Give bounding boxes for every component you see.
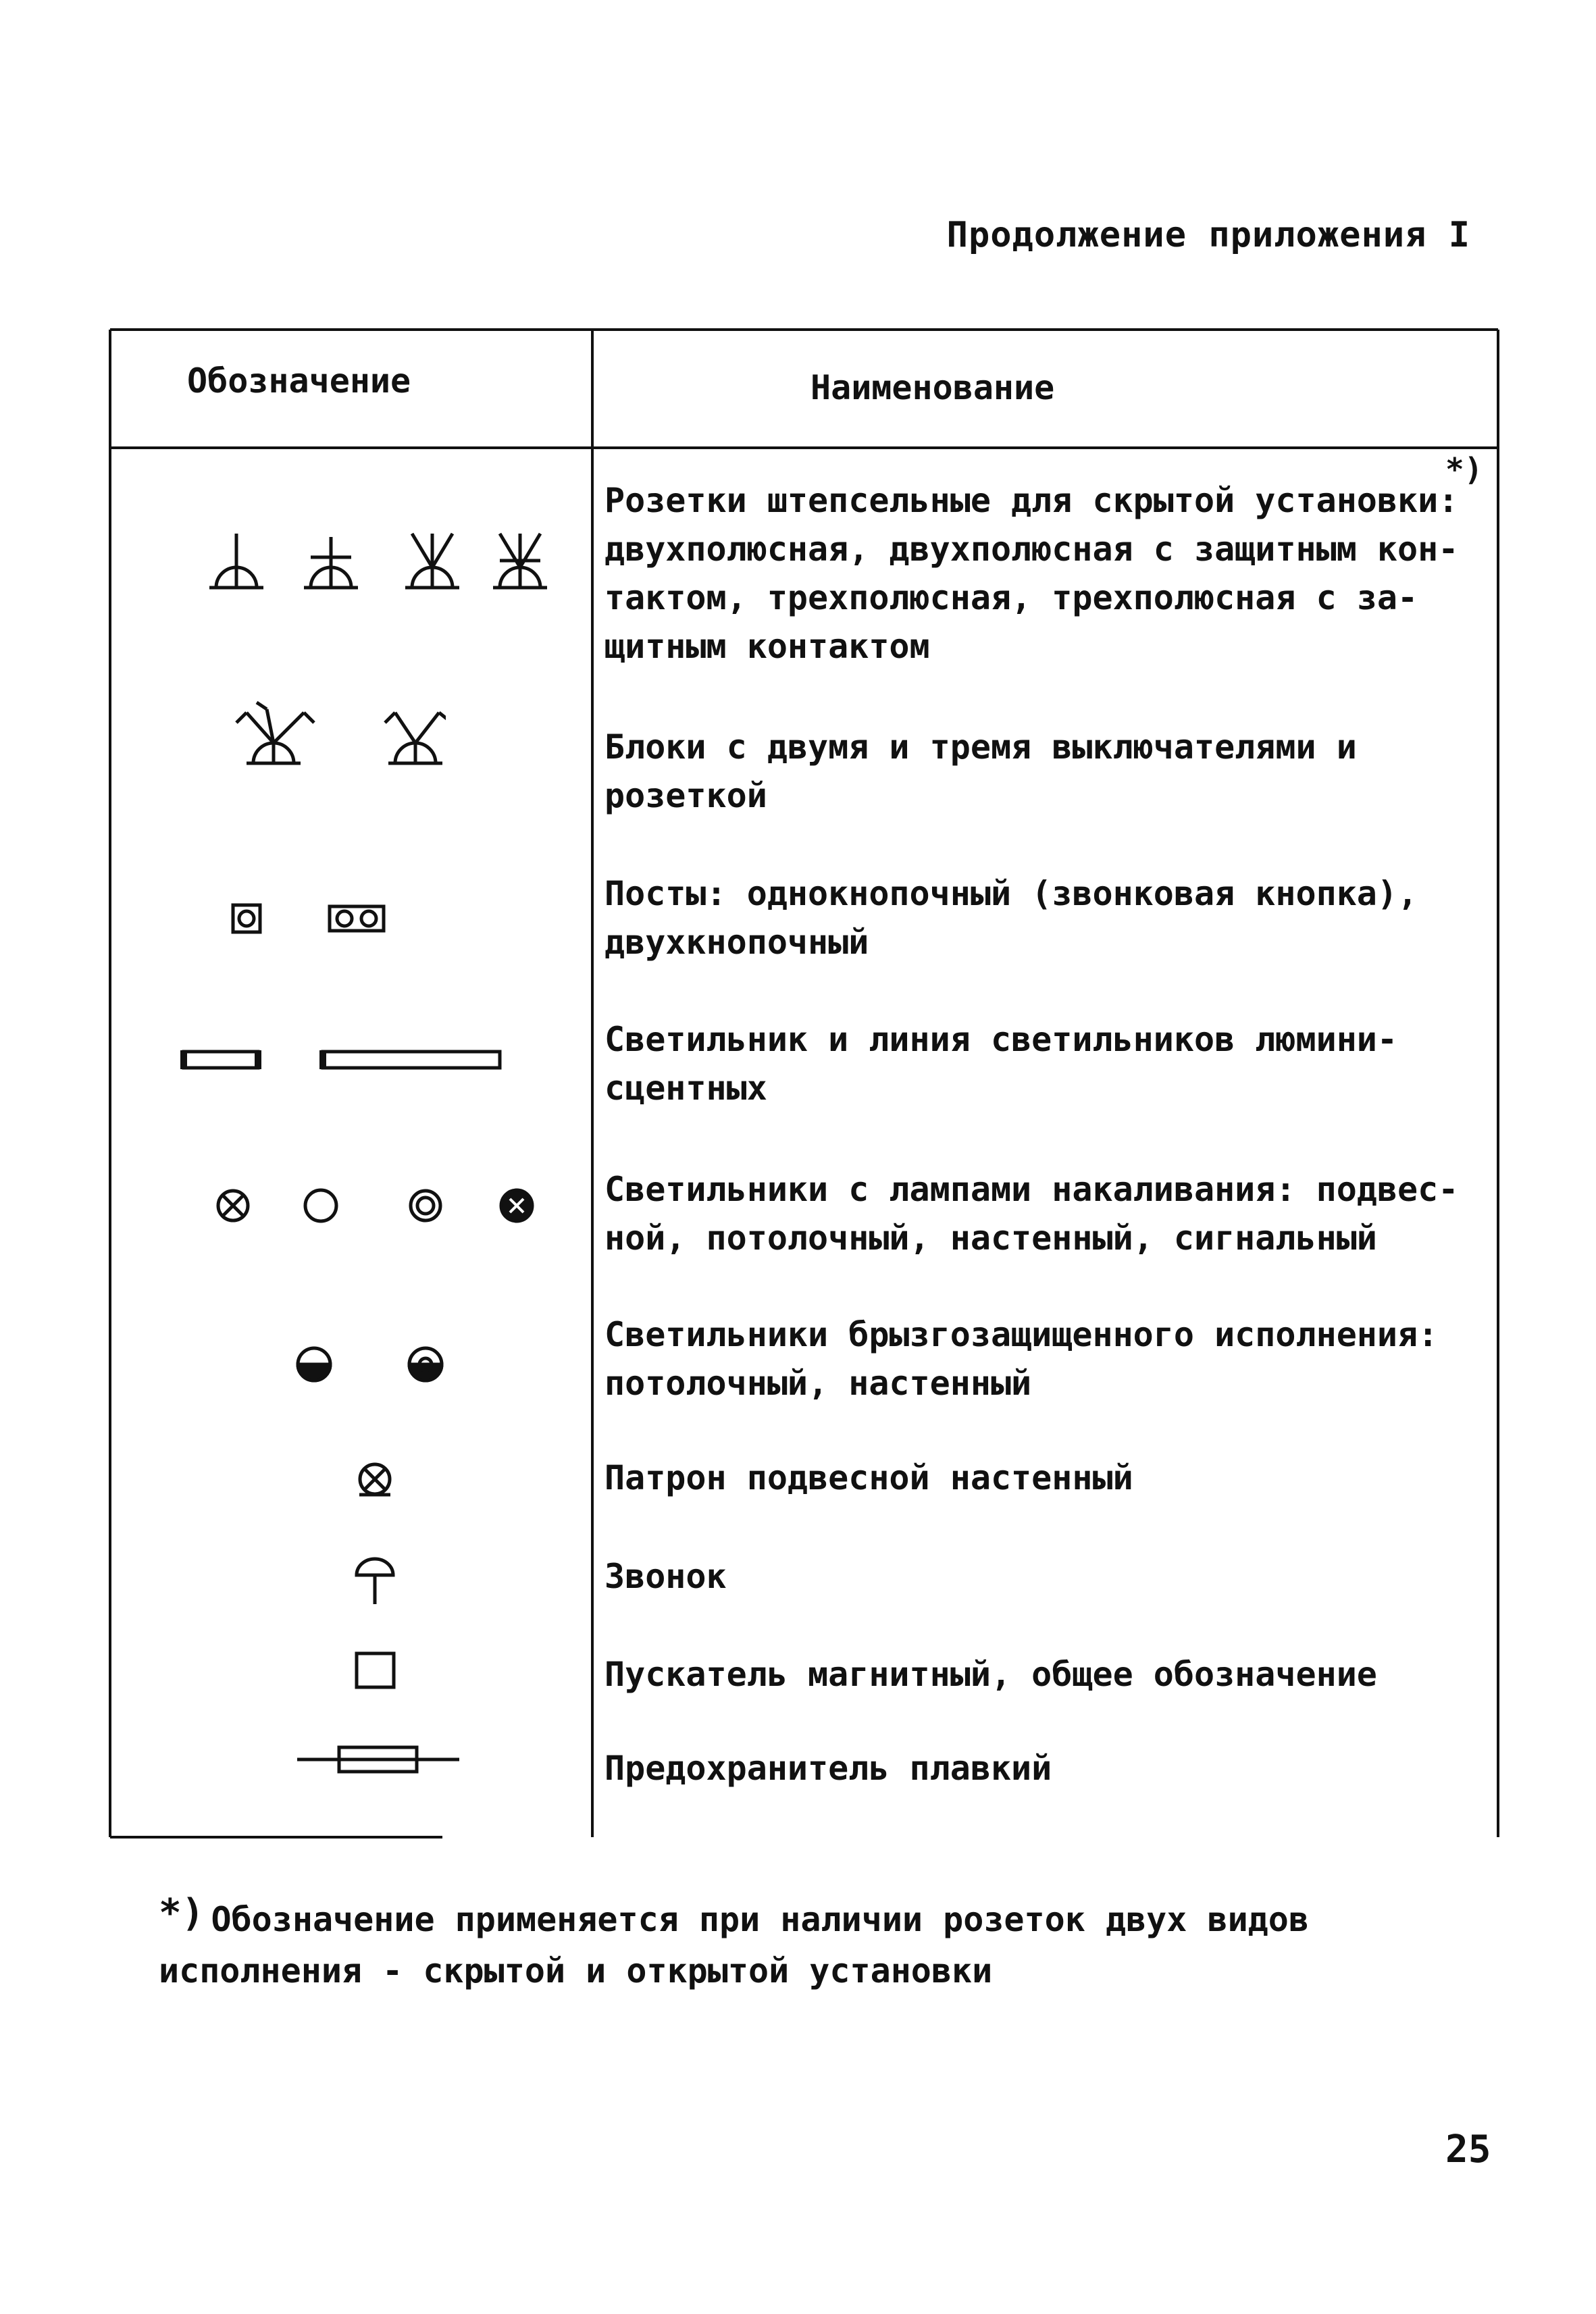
- row-name-incandescent: Светильники с лампами накаливания: подвес- ной, потолочный, настенный, сигнальный: [604, 1170, 1459, 1258]
- row-name-sockets: Розетки штепсельные для скрытой установки: двухполюсная, двухполюсная с защитным кон- тактом, трехполюсная, трехполюсная с за- щитным контактом: [604, 481, 1459, 666]
- footnote-text: Обозначение применяется при наличии розеток двух видов исполнения - скрытой и открытой установки: [159, 1900, 1309, 1990]
- column-header-symbol: Обозначение: [187, 361, 411, 401]
- column-header-name: Наименование: [810, 368, 1055, 407]
- row-name-splashproof: Светильники брызгозащищенного исполнения: потолочный, настенный: [604, 1315, 1439, 1403]
- row-name-magnetic-starter: Пускатель магнитный, общее обозначение: [604, 1655, 1377, 1694]
- button-post-symbols-icon: [230, 898, 392, 939]
- bell-symbol-icon: [351, 1553, 398, 1608]
- footnote: [159, 1888, 1442, 1997]
- fluorescent-luminaire-symbols-icon: [176, 1044, 513, 1077]
- footnote-mark: *): [159, 1891, 205, 1935]
- page-number: 25: [1445, 2128, 1491, 2171]
- row-name-fuse: Предохранитель плавкий: [604, 1749, 1052, 1788]
- incandescent-luminaire-symbols-icon: [209, 1182, 547, 1229]
- continuation-heading: Продолжение приложения I: [946, 215, 1470, 255]
- socket-symbols-icon: [196, 520, 561, 601]
- splashproof-luminaire-symbols-icon: [290, 1341, 459, 1388]
- row-name-lampholder: Патрон подвесной настенный: [604, 1458, 1133, 1497]
- switch-socket-block-symbols-icon: [230, 699, 446, 773]
- row-name-fluorescent: Светильник и линия светильников люмини- сцентных: [604, 1020, 1397, 1108]
- row-name-switch-blocks: Блоки с двумя и тремя выключателями и розеткой: [604, 727, 1357, 815]
- footnote-reference-mark: *): [1445, 451, 1483, 488]
- lampholder-symbol-icon: [351, 1456, 398, 1503]
- fuse-symbol-icon: [297, 1739, 466, 1780]
- row-name-posts: Посты: однокнопочный (звонковая кнопка), двухкнопочный: [604, 874, 1418, 962]
- magnetic-starter-symbol-icon: [351, 1648, 398, 1695]
- row-name-bell: Звонок: [604, 1557, 727, 1596]
